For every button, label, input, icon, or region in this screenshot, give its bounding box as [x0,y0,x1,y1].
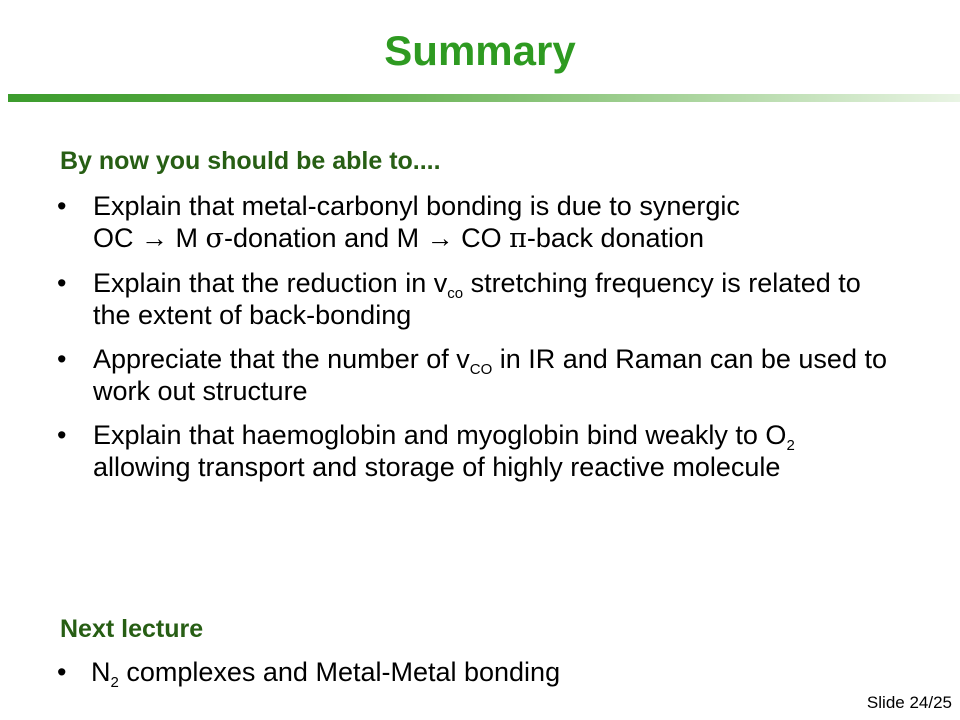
bullet-icon: • [57,191,67,221]
bullet-text: M [175,223,199,253]
list-item [57,656,897,691]
bullet-text: Explain that haemoglobin and myoglobin bind weakly to O [93,420,787,450]
bullet-text: in IR and Raman can be used to work out structure [93,344,887,406]
next-lecture-list [57,656,897,700]
slide-title: Summary [384,27,576,74]
subscript: 2 [110,674,119,691]
title-underline [8,94,960,102]
subscript: co [447,285,464,302]
right-arrow-icon: → [426,223,454,253]
bullet-icon: • [57,344,67,374]
section-heading-next-lecture: Next lecture [60,615,204,643]
bullet-text: complexes and Metal-Metal bonding [118,657,561,687]
bullet-text: -back donation [526,223,705,253]
bullet-text: Explain that metal-carbonyl bonding is due to synergic [93,191,740,221]
bullet-text: N [91,657,111,687]
bullet-text: OC [93,223,134,253]
bullet-icon: • [57,420,67,450]
bullet-text: CO [461,223,502,253]
slide-number: Slide 24/25 [866,693,952,712]
section-heading-objectives: By now you should be able to.... [60,147,441,175]
bullet-text: -donation and M [223,223,420,253]
subscript: 2 [786,437,795,454]
bullet-text: Explain that the reduction in v [93,268,448,298]
right-arrow-icon: → [141,223,169,253]
bullet-text: allowing transport and storage of highly reactive molecule [93,452,781,482]
list-item [57,190,897,255]
pi-symbol: π [509,223,527,254]
list-item [57,343,897,407]
list-item [57,419,897,483]
bullet-text: Appreciate that the number of v [93,344,470,374]
list-item [57,267,897,331]
objectives-list [57,190,897,495]
bullet-icon: • [57,657,67,687]
subscript: CO [469,361,493,378]
bullet-text: stretching frequency is related to the extent of back-bonding [93,268,861,330]
sigma-symbol: σ [205,223,224,254]
bullet-icon: • [57,268,67,298]
